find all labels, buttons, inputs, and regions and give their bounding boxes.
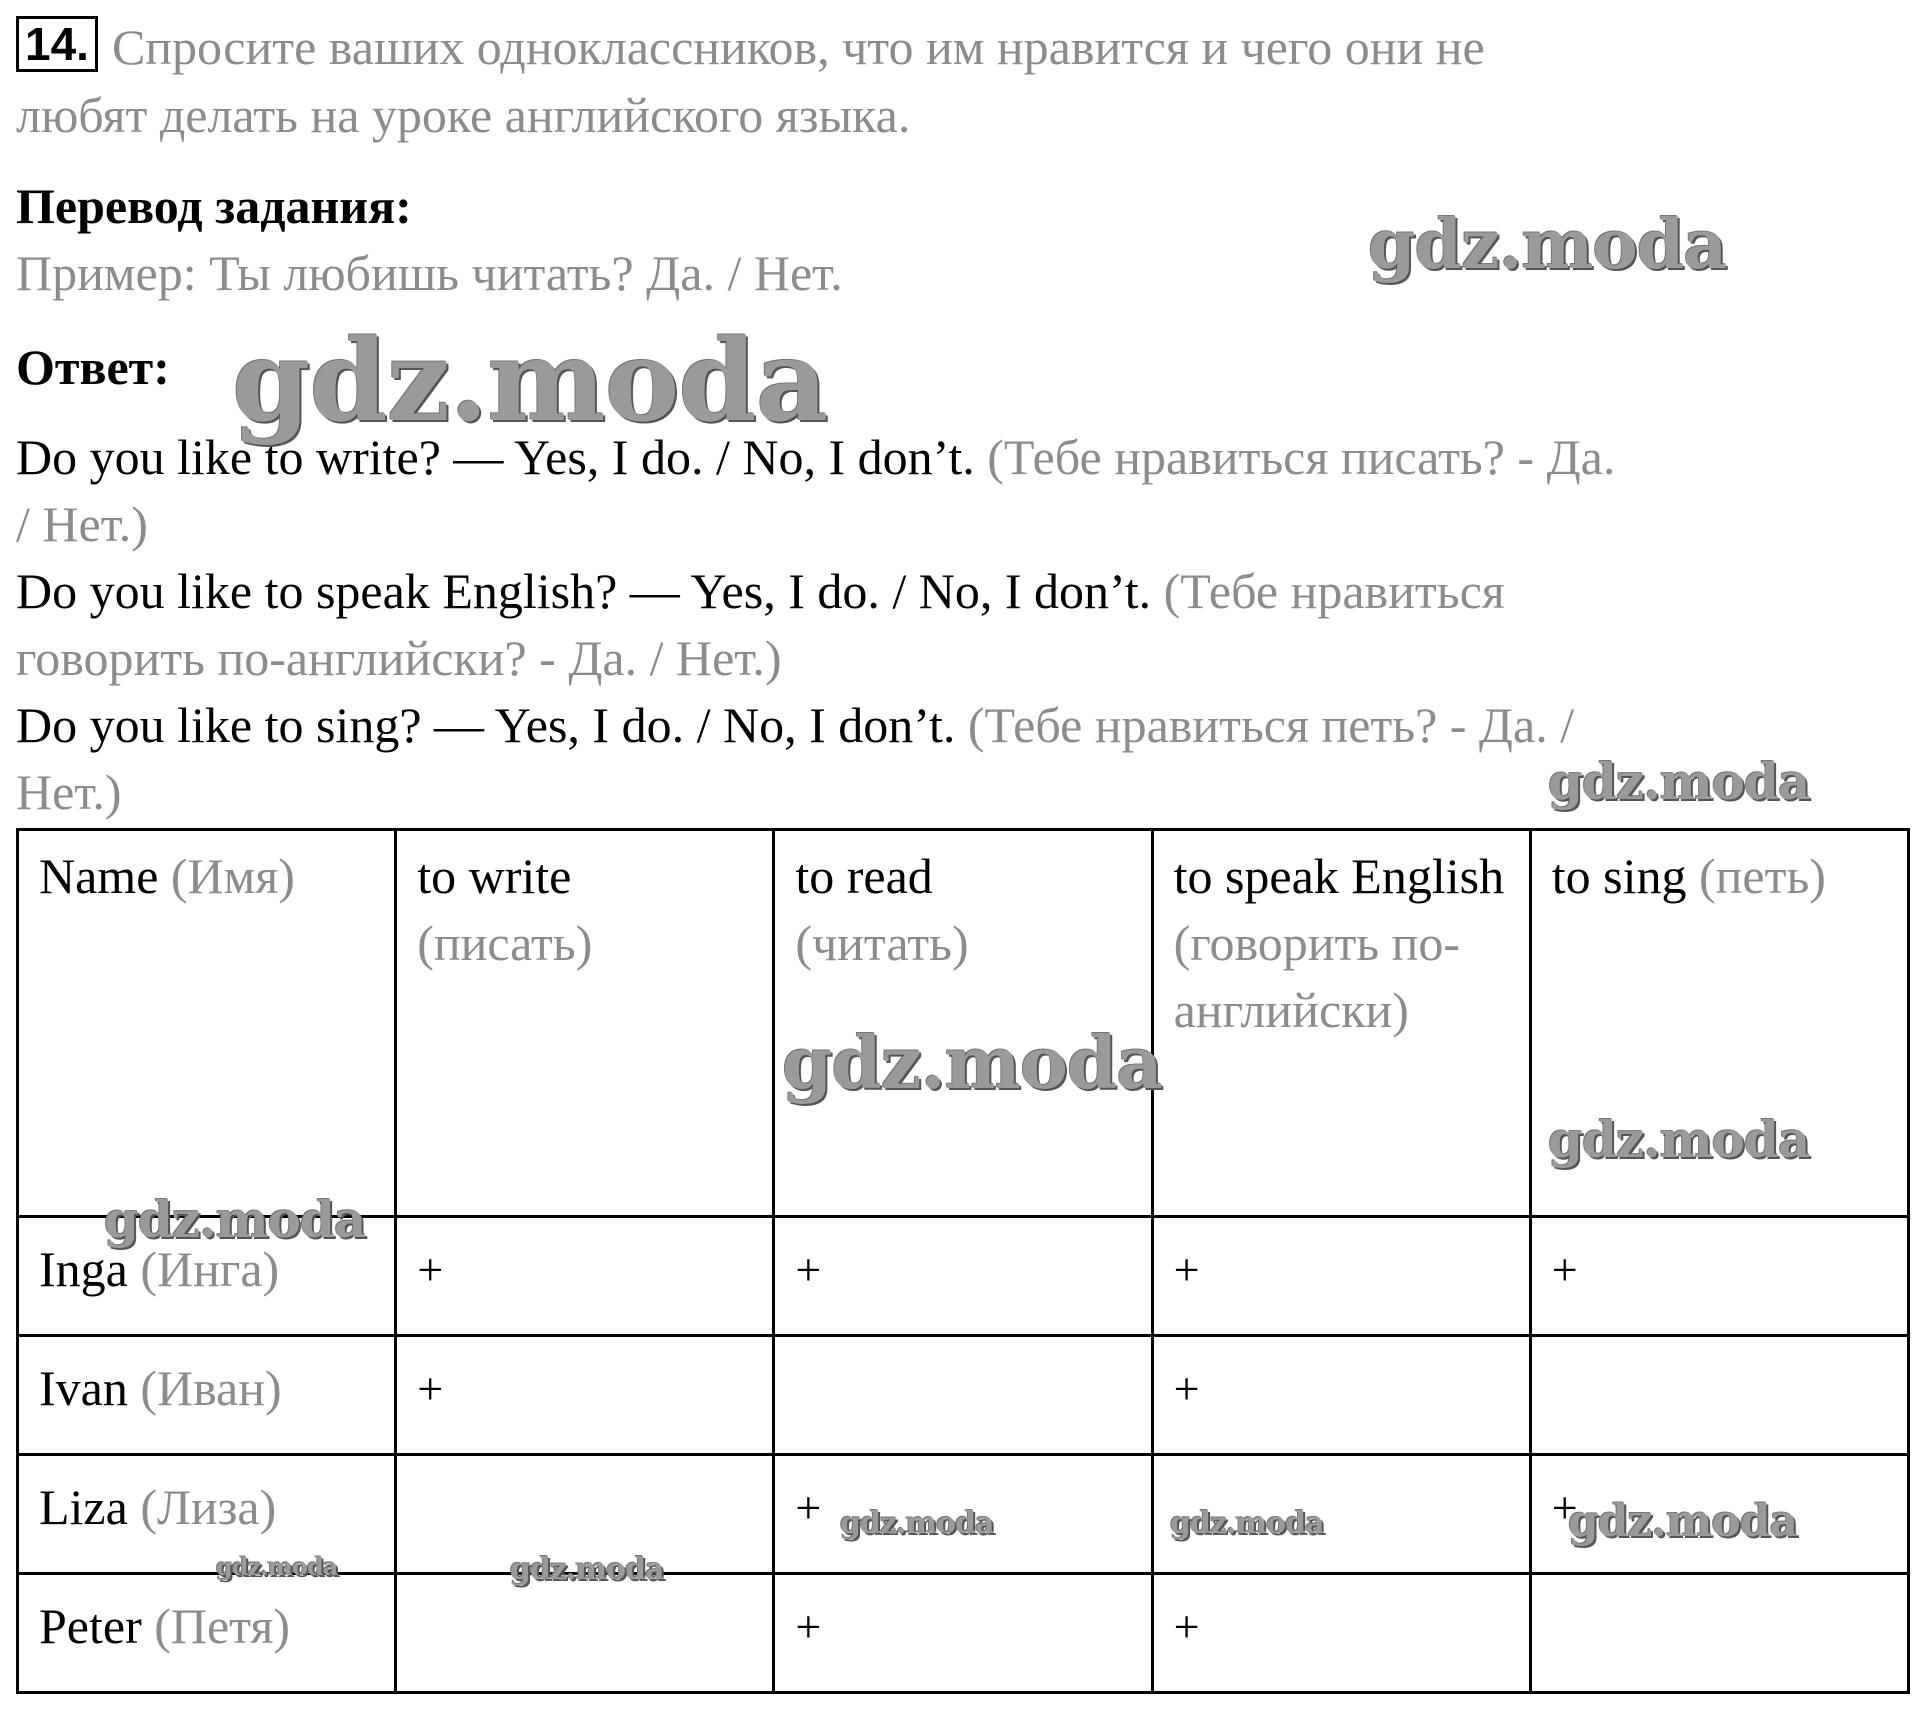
header-cell-speak xyxy=(1152,830,1530,1217)
row-name-en: Peter xyxy=(39,1598,142,1654)
row-name-ru: (Инга) xyxy=(140,1241,280,1297)
watermark: gdz.moda xyxy=(1548,1110,1810,1169)
mark-cell: + xyxy=(774,1217,1152,1336)
answer-line-3-ru: (Тебе нравиться xyxy=(1163,563,1505,619)
task-instruction-text1: Спросите ваших одноклассников, что им нравится и чего они не xyxy=(111,19,1485,75)
watermark: gdz.moda xyxy=(104,1190,366,1249)
row-name-ru: (Иван) xyxy=(140,1360,282,1416)
row-name-en: Ivan xyxy=(39,1360,128,1416)
row-name-cell xyxy=(18,1574,396,1693)
mark-cell: + xyxy=(1152,1336,1530,1455)
row-name-cell xyxy=(18,1455,396,1574)
mark-cell: + xyxy=(396,1336,774,1455)
mark-cell: + xyxy=(774,1574,1152,1693)
header-cell-write xyxy=(396,830,774,1217)
watermark: gdz.moda xyxy=(216,1552,338,1581)
answer-line-5-en: Do you like to sing? — Yes, I do. / No, I don’t. xyxy=(16,697,956,753)
header-write-en: to write xyxy=(417,848,572,904)
task-instruction-line1 xyxy=(16,14,1485,81)
answer-line-1-ru: (Тебе нравиться писать? - Да. xyxy=(987,429,1616,485)
mark-cell: + xyxy=(1152,1574,1530,1693)
header-read-ru: (читать) xyxy=(795,915,969,971)
task-instruction-line2: любят делать на уроке английского языка. xyxy=(16,87,911,143)
header-cell-name xyxy=(18,830,396,1217)
row-name-ru: (Петя) xyxy=(154,1598,291,1654)
watermark: gdz.moda xyxy=(1368,205,1727,285)
answer-line-3 xyxy=(16,558,1505,625)
mark-cell xyxy=(1530,1574,1908,1693)
translation-heading: Перевод задания: xyxy=(16,178,412,234)
mark-cell: + xyxy=(1530,1217,1908,1336)
mark-cell: + xyxy=(774,1455,1152,1574)
answer-line-6-ru: Нет.) xyxy=(16,764,122,820)
header-speak-en: to speak English xyxy=(1173,848,1505,904)
answer-line-2-ru: / Нет.) xyxy=(16,496,148,552)
mark-cell xyxy=(1530,1336,1908,1455)
header-sing-ru: (петь) xyxy=(1699,848,1826,904)
header-read-en: to read xyxy=(795,848,933,904)
watermark: gdz.moda xyxy=(1568,1496,1798,1547)
watermark: gdz.moda xyxy=(840,1506,994,1541)
mark-cell: + xyxy=(396,1217,774,1336)
mark-cell xyxy=(396,1574,774,1693)
table-row xyxy=(18,1336,1909,1455)
task-number: 14. xyxy=(16,16,98,72)
answer-line-4-ru: говорить по-английски? - Да. / Нет.) xyxy=(16,630,782,686)
table-row xyxy=(18,1574,1909,1693)
translation-example: Пример: Ты любишь читать? Да. / Нет. xyxy=(16,245,843,301)
row-name-en: Inga xyxy=(39,1241,128,1297)
header-write-ru: (писать) xyxy=(417,915,593,971)
answer-line-1-en: Do you like to write? — Yes, I do. / No, I don’t. xyxy=(16,429,975,485)
answer-heading: Ответ: xyxy=(16,339,170,395)
mark-cell: + xyxy=(1152,1217,1530,1336)
watermark: gdz.moda xyxy=(1170,1506,1324,1541)
header-speak-ru: (говорить по-английски) xyxy=(1173,915,1461,1038)
watermark: gdz.moda xyxy=(1548,752,1810,811)
mark-cell: + xyxy=(1530,1455,1908,1574)
answer-line-5-ru: (Тебе нравиться петь? - Да. / xyxy=(967,697,1575,753)
header-name-ru: (Имя) xyxy=(170,848,295,904)
row-name-ru: (Лиза) xyxy=(140,1479,277,1535)
answer-line-5 xyxy=(16,692,1574,759)
header-name-en: Name xyxy=(39,848,159,904)
header-sing-en: to sing xyxy=(1551,848,1687,904)
row-name-cell xyxy=(18,1336,396,1455)
row-name-en: Liza xyxy=(39,1479,128,1535)
watermark: gdz.moda xyxy=(232,316,828,447)
answer-line-3-en: Do you like to speak English? — Yes, I do. / No, I don’t. xyxy=(16,563,1152,619)
watermark: gdz.moda xyxy=(510,1552,664,1587)
watermark: gdz.moda xyxy=(782,1020,1162,1105)
mark-cell xyxy=(774,1336,1152,1455)
